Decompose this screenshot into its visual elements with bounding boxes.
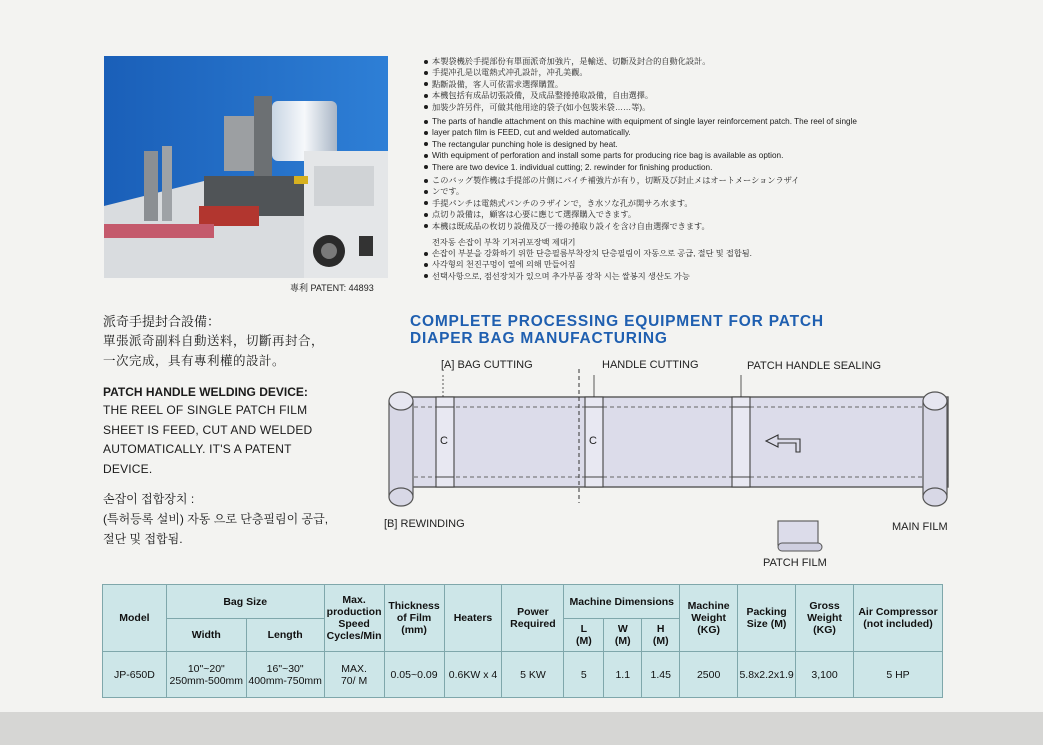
zh-body: 單張派奇副料自動送料，切斷再封合，一次完成，具有專利權的設計。	[103, 334, 325, 368]
cell-machine-weight: 2500	[680, 652, 738, 698]
list-item: The parts of handle attachment on this machine with equipment of single layer reinforcement patch. The reel of single	[424, 116, 984, 127]
zh-title: 派奇手提封合設備：	[103, 314, 221, 329]
list-item: 加裝少許另件，可做其他用途的袋子(如小包裝米袋……等)。	[424, 102, 984, 113]
cell-w: 1.1	[604, 652, 642, 698]
bullets-japanese	[424, 175, 984, 232]
process-diagram	[380, 355, 980, 575]
cell-speed	[324, 652, 384, 698]
cell-width	[166, 652, 246, 698]
th-dim-w-label: W	[617, 623, 628, 635]
label-rewinding: [B] REWINDING	[384, 518, 465, 530]
en-title: PATCH HANDLE WELDING DEVICE:	[103, 385, 308, 399]
spec-table-wrap	[102, 584, 943, 698]
machine-illustration	[104, 56, 388, 278]
cell-l: 5	[564, 652, 604, 698]
th-length: Length	[246, 619, 324, 652]
patch-letter-2: C	[589, 435, 597, 447]
list-item: 선택사항으로, 점선장치가 있으며 추가부품 장착 시는 쌀봉지 생산도 가능	[424, 271, 984, 282]
list-item: 手提パンチは電熱式パンチのラザインで，き水ソな孔が開サろ水ます。	[424, 198, 984, 209]
cell-packing-size: 5.8x2.2x1.9	[738, 652, 796, 698]
th-dim-l	[564, 619, 604, 652]
device-description	[103, 312, 333, 549]
list-item: 本機包括有成品切張設備，及成品整捲捲取設備，自由選擇。	[424, 90, 984, 101]
patent-caption: 專利 PATENT: 44893	[290, 283, 374, 293]
th-dim-h-label: H	[656, 623, 665, 635]
spec-table	[102, 584, 943, 698]
cell-length-mm: 400mm-750mm	[248, 674, 322, 687]
label-patch-handle-sealing: PATCH HANDLE SEALING	[747, 360, 882, 372]
cell-length-in: 16"~30"	[266, 662, 304, 675]
th-model: Model	[103, 585, 167, 652]
list-item: 点切り設備は，顧客は心要に應じて選擇購入できます。	[424, 209, 984, 220]
th-machine-dimensions: Machine Dimensions	[564, 585, 680, 619]
th-dim-l-label: L	[580, 623, 588, 635]
cell-width-mm: 250mm-500mm	[169, 674, 244, 687]
korean-heading: 전자동 손잡이 부착 기저귀포장백 제대기	[432, 238, 576, 247]
th-machine-weight: Machine Weight (KG)	[680, 585, 738, 652]
list-item: このバッグ製作機は手提部の片側にパイチ補強片が有り，切断及び封止メはオートメーションラザイ	[424, 175, 984, 186]
th-speed: Max. production Speed Cycles/Min	[324, 585, 384, 652]
list-item: 手提冲孔是以電熱式冲孔設計，冲孔美觀。	[424, 67, 984, 78]
process-diagram-svg	[380, 355, 980, 575]
cell-width-in: 10"~20"	[187, 662, 225, 675]
bullets-chinese	[424, 56, 984, 113]
th-dim-w-unit: (M)	[614, 635, 631, 647]
label-main-film: MAIN FILM	[892, 521, 948, 533]
cell-speed-1: MAX.	[341, 662, 367, 675]
cell-heaters: 0.6KW x 4	[444, 652, 502, 698]
cell-h: 1.45	[642, 652, 680, 698]
list-item: 點斷設備，客人可依需求選擇購置。	[424, 79, 984, 90]
th-dim-h	[642, 619, 680, 652]
cell-model: JP-650D	[103, 652, 167, 698]
list-item: The rectangular punching hole is designed by heat.	[424, 139, 984, 150]
th-heaters: Heaters	[444, 585, 502, 652]
th-gross-weight: Gross Weight (KG)	[796, 585, 854, 652]
list-item: ンです。	[424, 186, 984, 197]
list-item: 손잡이 부분을 강화하기 위한 단층필름부착장치 단층필림이 자동으로 공급, 절단 및 접합됨.	[424, 248, 984, 259]
label-handle-cutting: HANDLE CUTTING	[602, 359, 699, 371]
label-patch-film: PATCH FILM	[763, 557, 827, 569]
cell-length	[246, 652, 324, 698]
patch-letter-1: C	[440, 435, 448, 447]
ko-body: (특허등록 설비) 자동 으로 단층필림이 공급, 절단 및 접합됨.	[103, 512, 329, 546]
cell-speed-2: 70/ M	[340, 674, 368, 687]
list-item: layer patch film is FEED, cut and welded automatically.	[424, 127, 984, 138]
list-item: With equipment of perforation and install some parts for producing rice bag is available as option.	[424, 150, 984, 161]
th-air-compressor: Air Compressor (not included)	[854, 585, 943, 652]
section-title-line2: DIAPER BAG MANUFACTURING	[410, 330, 668, 347]
th-thickness: Thickness of Film (mm)	[384, 585, 444, 652]
th-dim-l-unit: (M)	[575, 635, 592, 647]
cell-air-compressor: 5 HP	[854, 652, 943, 698]
cell-gross-weight: 3,100	[796, 652, 854, 698]
list-item: 사각형의 천진구멍이 열에 의해 만들어짐	[424, 259, 984, 270]
cell-thickness: 0.05~0.09	[384, 652, 444, 698]
section-title	[410, 313, 824, 347]
bottom-strip	[0, 712, 1043, 745]
bullets-english	[424, 116, 984, 173]
section-title-line1: COMPLETE PROCESSING EQUIPMENT FOR PATCH	[410, 313, 824, 330]
list-item: 本機は既成品の枚切り設備及び一捲の捲取り設イを含け自由選擇できます。	[424, 221, 984, 232]
th-width: Width	[166, 619, 246, 652]
label-bag-cutting: [A] BAG CUTTING	[441, 359, 533, 371]
th-dim-h-unit: (M)	[652, 635, 669, 647]
th-packing-size: Packing Size (M)	[738, 585, 796, 652]
th-bag-size: Bag Size	[166, 585, 324, 619]
bullets-korean	[424, 248, 984, 282]
list-item: There are two device 1. individual cutting; 2. rewinder for finishing production.	[424, 162, 984, 173]
en-body: THE REEL OF SINGLE PATCH FILM SHEET IS FEED, CUT AND WELDED AUTOMATICALLY. IT'S A PATENT DEVICE.	[103, 403, 313, 476]
th-power: Power Required	[502, 585, 564, 652]
list-item: 本製袋機於手提部份有單面派奇加強片，是輸送、切斷及封合的自動化設計。	[424, 56, 984, 67]
th-dim-w	[604, 619, 642, 652]
cell-power: 5 KW	[502, 652, 564, 698]
table-row	[103, 652, 943, 698]
ko-title: 손잡이 접합장치 :	[103, 492, 195, 506]
machine-photo	[104, 56, 388, 278]
